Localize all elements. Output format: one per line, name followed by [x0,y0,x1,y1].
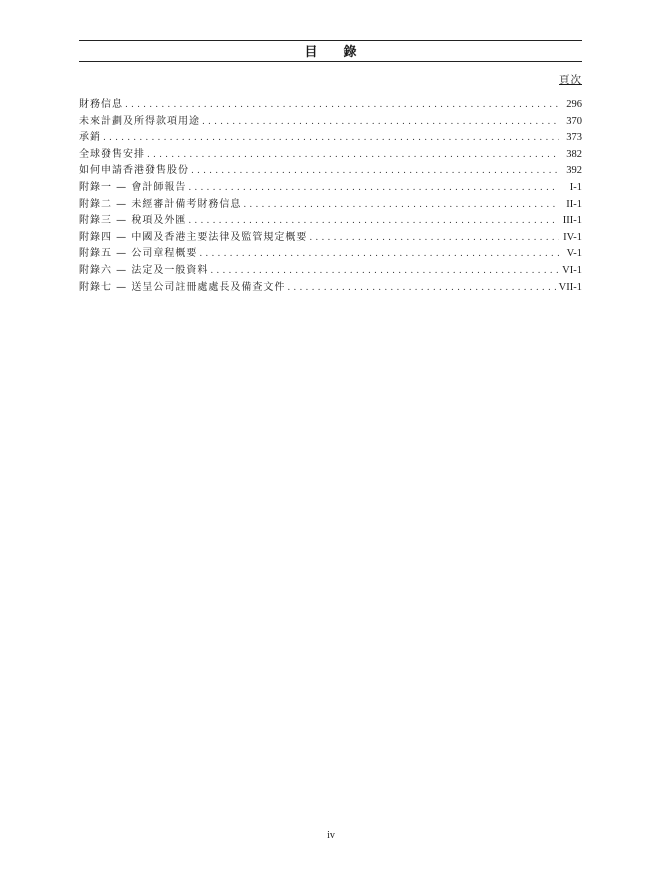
toc-entry[interactable] [79,147,582,164]
toc-entry-title: 如何申請香港發售股份 [79,165,189,177]
toc-entry-title: 全球發售安排 [79,148,145,160]
toc-entry[interactable] [79,280,582,297]
toc-entry[interactable] [79,246,582,263]
dot-leader [287,280,555,297]
dot-leader [309,230,559,247]
dot-leader [210,263,559,280]
toc-entry-title: 附錄三 — 稅項及外匯 [79,215,187,227]
dot-leader [147,147,559,164]
toc-entry-title: 未來計劃及所得款項用途 [79,115,200,127]
toc-entry-page: II-1 [566,198,582,210]
toc-entry[interactable] [79,263,582,280]
dot-leader [125,97,559,114]
table-of-contents [79,97,582,296]
toc-entry[interactable] [79,97,582,114]
toc-entry-title: 附錄六 — 法定及一般資料 [79,264,209,276]
toc-entry-page: VII-1 [558,281,582,293]
dot-leader [188,180,559,197]
toc-entry[interactable] [79,197,582,214]
toc-entry-page: VI-1 [562,264,582,276]
toc-entry[interactable] [79,213,582,230]
toc-entry[interactable] [79,163,582,180]
toc-entry-page: 382 [566,148,582,160]
toc-entry-page: I-1 [569,181,582,193]
toc-entry[interactable] [79,130,582,147]
toc-entry-page: 392 [566,165,582,177]
dot-leader [191,163,559,180]
dot-leader [103,130,559,147]
toc-entry-title: 附錄二 — 未經審計備考財務信息 [79,198,242,210]
toc-entry-page: III-1 [562,215,582,227]
toc-entry-title: 附錄四 — 中國及香港主要法律及監管規定概要 [79,231,308,243]
toc-entry-title: 附錄七 — 送呈公司註冊處處長及備查文件 [79,281,286,293]
page-title: 目錄 [304,45,383,60]
toc-entry-page: V-1 [566,248,582,260]
dot-leader [188,213,559,230]
toc-entry-page: 370 [566,115,582,127]
toc-entry[interactable] [79,114,582,131]
toc-entry[interactable] [79,230,582,247]
toc-entry-title: 附錄五 — 公司章程概要 [79,248,198,260]
toc-entry-title: 承銷 [79,132,101,144]
toc-entry-page: 373 [566,132,582,144]
toc-entry-title: 附錄一 — 會計師報告 [79,181,187,193]
toc-entry-page: IV-1 [563,231,582,243]
dot-leader [199,246,559,263]
page-column-label: 頁次 [559,74,582,86]
page-header [79,40,582,62]
page-number-footer: iv [327,830,335,841]
toc-entry-title: 財務信息 [79,99,123,110]
toc-entry-page: 296 [566,99,582,110]
dot-leader [202,114,559,131]
toc-entry[interactable] [79,180,582,197]
dot-leader [243,197,559,214]
